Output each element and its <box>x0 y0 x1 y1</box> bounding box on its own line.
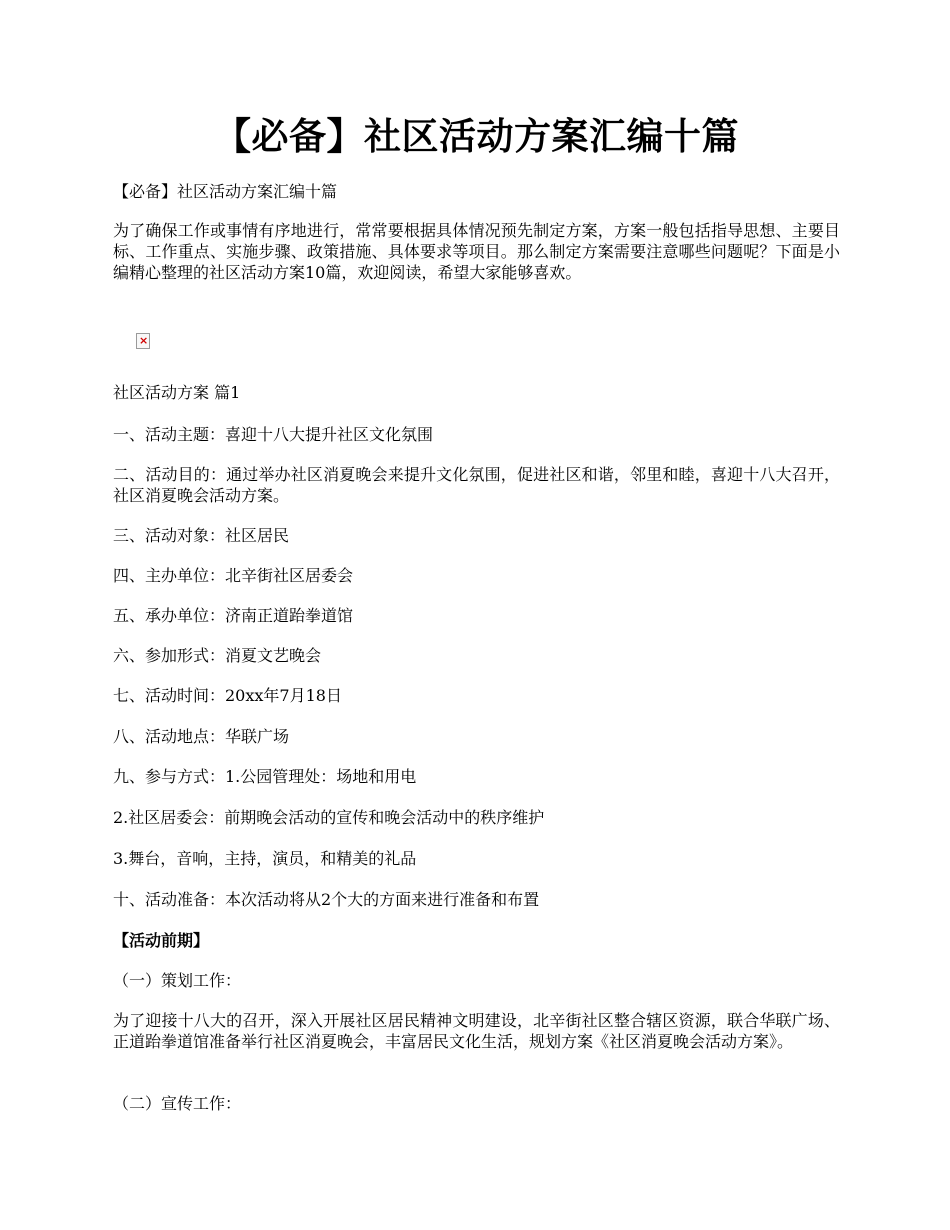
close-icon: × <box>139 334 149 347</box>
list-item: 一、活动主题：喜迎十八大提升社区文化氛围 <box>113 425 434 444</box>
list-item: 九、参与方式：1.公园管理处：场地和用电 <box>113 767 417 786</box>
phase-heading: 【活动前期】 <box>113 931 210 950</box>
subsection-heading: （一）策划工作： <box>113 971 242 990</box>
document-subtitle: 【必备】社区活动方案汇编十篇 <box>113 182 338 201</box>
subsection-heading: （二）宣传工作： <box>113 1094 242 1113</box>
list-item: 七、活动时间：20xx年7月18日 <box>113 686 342 705</box>
list-item: 五、承办单位：济南正道跆拳道馆 <box>113 606 354 625</box>
list-item: 2.社区居委会：前期晚会活动的宣传和晚会活动中的秩序维护 <box>113 808 545 827</box>
broken-image-icon <box>136 333 150 349</box>
list-item: 三、活动对象：社区居民 <box>113 526 290 545</box>
intro-paragraph: 为了确保工作或事情有序地进行，常常要根据具体情况预先制定方案，方案一般包括指导思想、主要目标、工作重点、实施步骤、政策措施、具体要求等项目。那么制定方案需要注意哪些问题呢？下面是小编精心整理的社区活动方案10篇，欢迎阅读，希望大家能够喜欢。 <box>113 221 840 282</box>
list-item: 八、活动地点：华联广场 <box>113 727 290 746</box>
document-title: 【必备】社区活动方案汇编十篇 <box>214 114 739 158</box>
list-item: 四、主办单位：北辛街社区居委会 <box>113 566 354 585</box>
subsection-body: 为了迎接十八大的召开，深入开展社区居民精神文明建设，北辛街社区整合辖区资源，联合华联广场、正道跆拳道馆准备举行社区消夏晚会，丰富居民文化生活，规划方案《社区消夏晚会活动方案》。 <box>113 1011 840 1051</box>
list-item: 二、活动目的：通过举办社区消夏晚会来提升文化氛围，促进社区和谐，邻里和睦，喜迎十八大召开，社区消夏晚会活动方案。 <box>113 465 840 505</box>
list-item: 3.舞台，音响，主持，演员，和精美的礼品 <box>113 849 417 868</box>
section-heading: 社区活动方案 篇1 <box>113 383 241 402</box>
list-item: 十、活动准备：本次活动将从2个大的方面来进行准备和布置 <box>113 890 540 909</box>
list-item: 六、参加形式：消夏文艺晚会 <box>113 646 322 665</box>
